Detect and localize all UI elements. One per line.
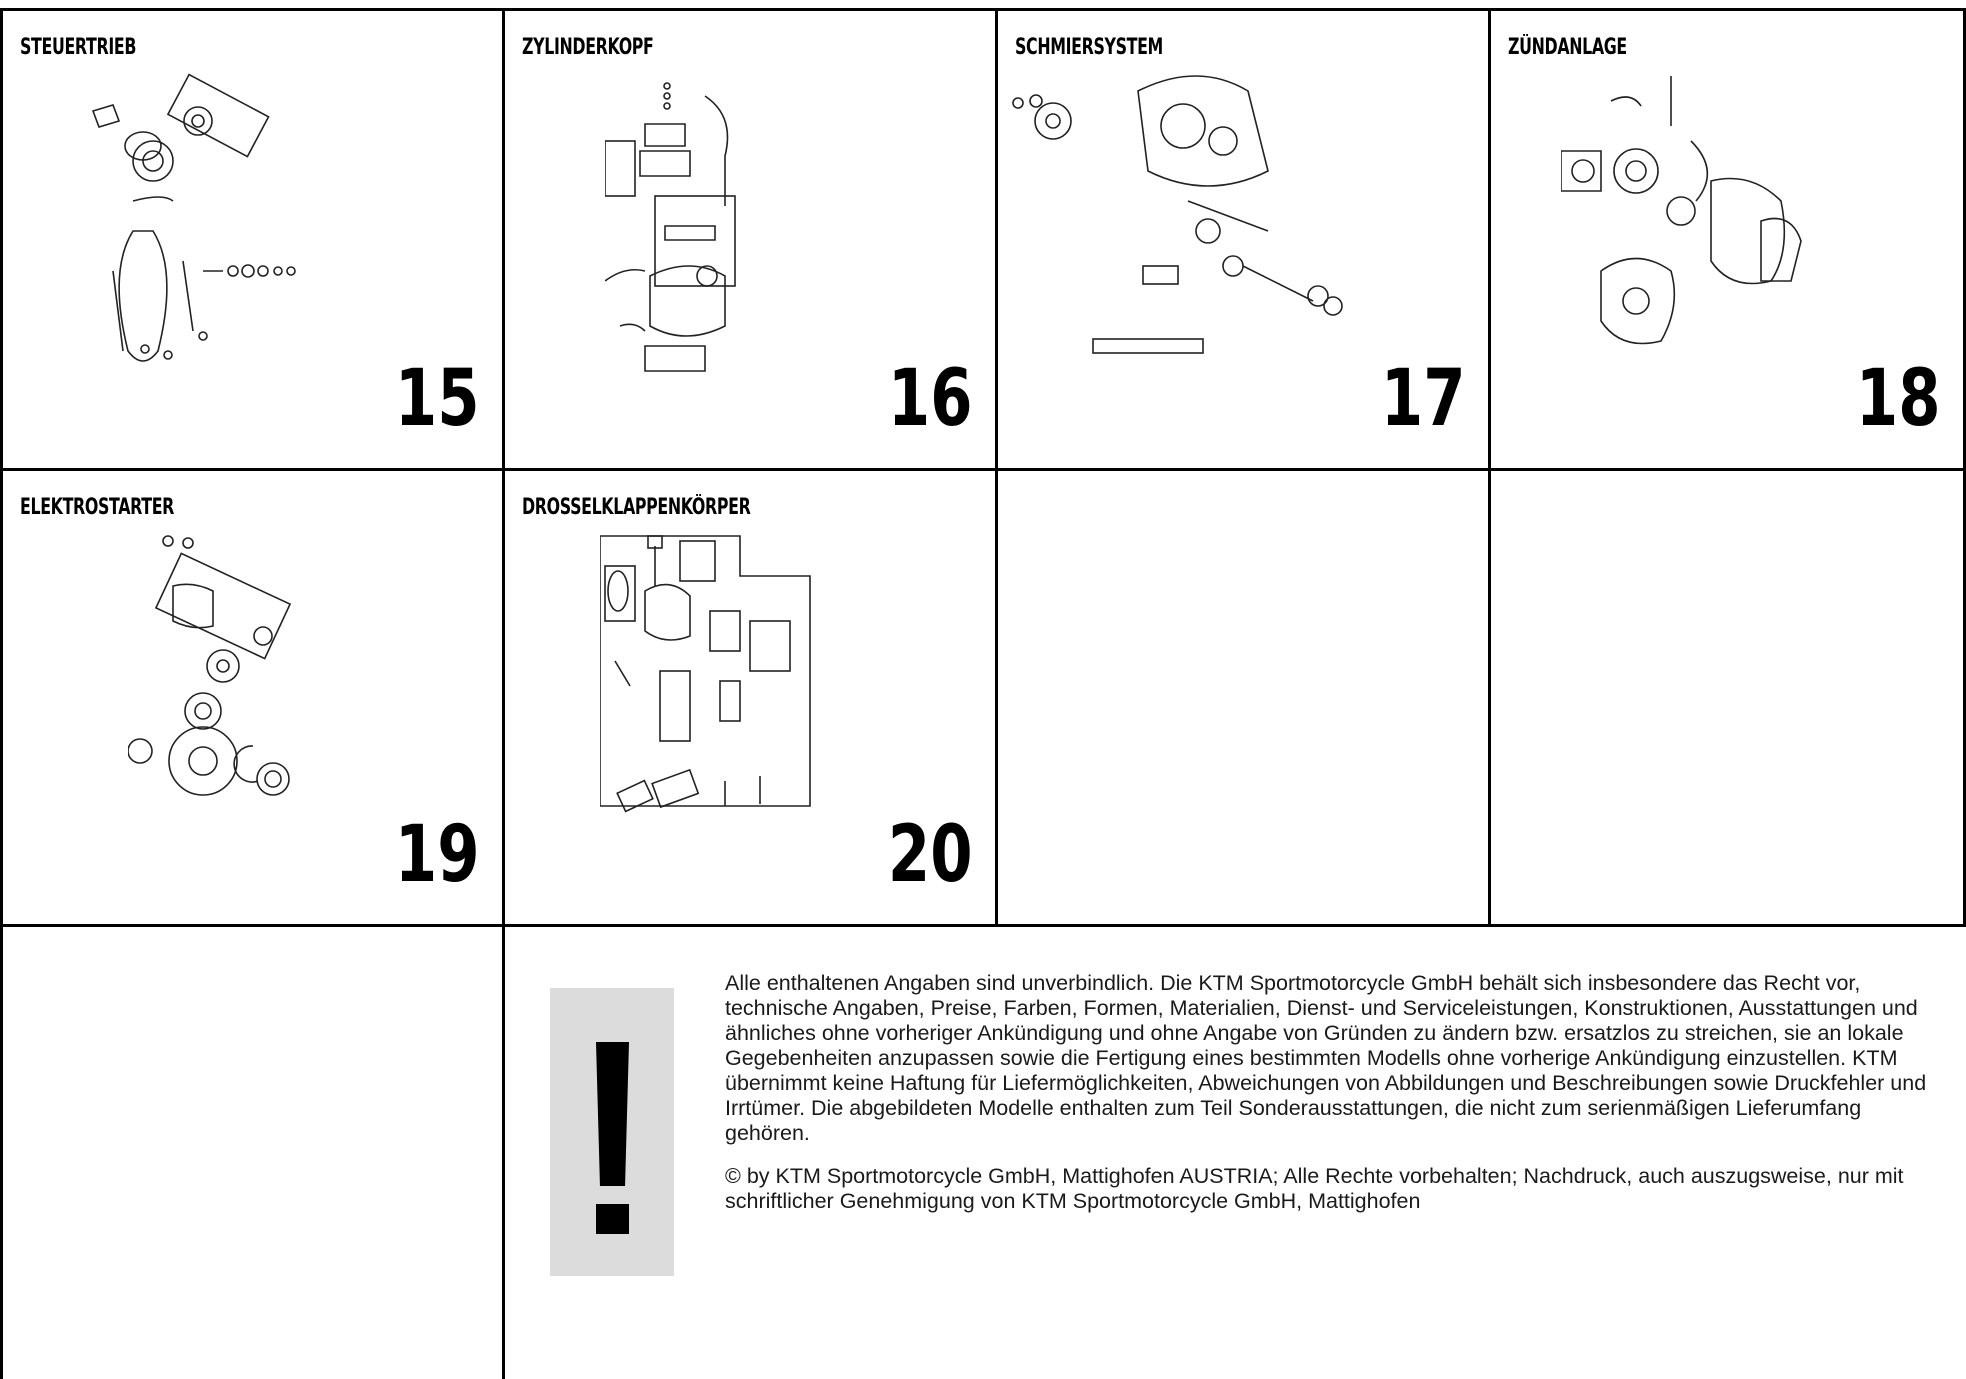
section-schmiersystem[interactable] <box>998 8 1491 471</box>
section-number: 19 <box>395 810 480 900</box>
empty-cell <box>1491 471 1966 927</box>
section-drosselklappenkoerper[interactable] <box>505 471 998 927</box>
exploded-view-drawing <box>605 76 845 376</box>
section-title: ZÜNDANLAGE <box>1508 35 1627 60</box>
copyright-paragraph: © by KTM Sportmotorcycle GmbH, Mattighofen AUSTRIA; Alle Rechte vorbehalten; Nachdruck, auch auszugsweise, nur mit schriftlicher Genehmigung von KTM Sportmotorcycle GmbH, Mattighofen <box>725 1164 1904 1213</box>
legal-notice <box>725 971 1945 1232</box>
section-zylinderkopf[interactable] <box>505 8 998 471</box>
exploded-view-drawing <box>1561 71 1831 371</box>
exploded-view-drawing <box>128 531 308 831</box>
section-title: ELEKTROSTARTER <box>20 495 174 520</box>
exploded-view-drawing <box>600 531 840 831</box>
warning-box <box>550 988 674 1276</box>
section-title: STEUERTRIEB <box>20 35 137 60</box>
section-number: 18 <box>1856 354 1941 444</box>
disclaimer-paragraph: Alle enthaltenen Angaben sind unverbindlich. Die KTM Sportmotorcycle GmbH behält sich insbesondere das Recht vor, technische Angaben, Preise, Farben, Formen, Materialien, Dienst- und Serviceleistungen, Konstruktionen, Ausstattungen und ähnliches ohne vorheriger Ankündigung und ohne Angabe von Gründen zu ändern bzw. ersatzlos zu streichen, sie an lokale Gegebenheiten anzupassen sowie die Fertigung eines bestimmten Modells ohne vorherige Ankündigung einzustellen. KTM übernimmt keine Haftung für Liefermöglichkeiten, Abweichungen von Abbildungen und Beschreibungen sowie Druckfehler und Irrtümer. Die abgebildeten Modelle enthalten zum Teil Sonderausstattungen, die nicht zum serienmäßigen Lieferumfang gehören. <box>725 971 1927 1145</box>
section-steuertrieb[interactable] <box>0 8 505 471</box>
empty-cell <box>998 471 1491 927</box>
section-title: DROSSELKLAPPENKÖRPER <box>522 495 751 520</box>
section-title: SCHMIERSYSTEM <box>1015 35 1163 60</box>
section-elektrostarter[interactable] <box>0 471 505 927</box>
exploded-view-drawing <box>1008 71 1408 371</box>
section-title: ZYLINDERKOPF <box>522 35 654 60</box>
section-zuendanlage[interactable] <box>1491 8 1966 471</box>
section-number: 16 <box>888 354 973 444</box>
empty-cell <box>0 927 505 1379</box>
section-number: 15 <box>395 354 480 444</box>
section-number: 17 <box>1381 354 1466 444</box>
section-number: 20 <box>888 810 973 900</box>
exclamation-bar <box>596 1042 629 1186</box>
exploded-view-drawing <box>73 71 353 371</box>
exclamation-dot <box>596 1204 629 1234</box>
